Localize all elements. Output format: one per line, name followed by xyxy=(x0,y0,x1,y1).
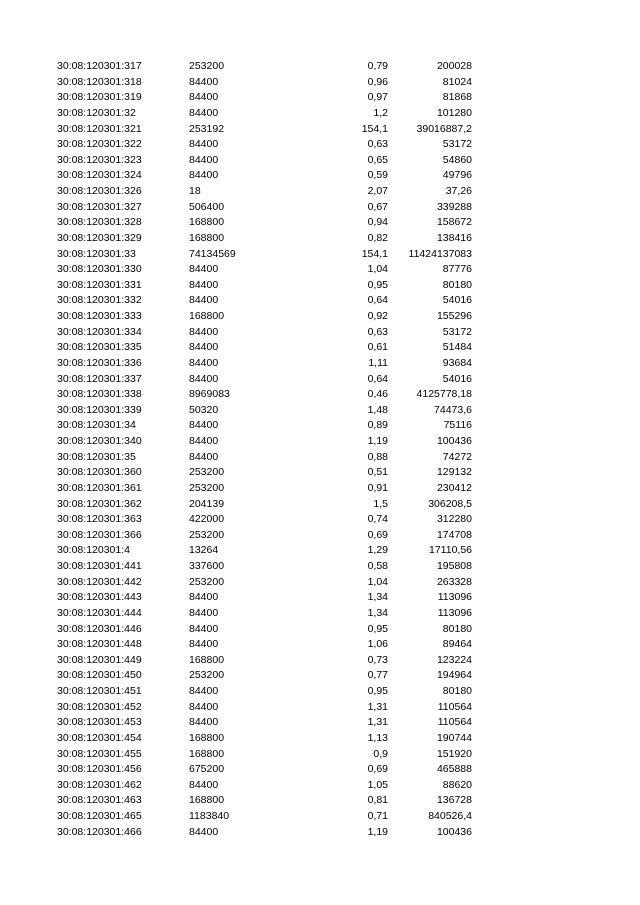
cadastral-number-cell: 30:08:120301:465 xyxy=(57,810,142,822)
area-cell: 84400 xyxy=(189,700,219,713)
area-cell: 84400 xyxy=(189,685,219,697)
rate-cell: 154,1 xyxy=(361,122,388,135)
rate-cell: 0,69 xyxy=(367,528,388,541)
cadastral-number-cell: 30:08:120301:332 xyxy=(57,294,142,307)
rate-cell: 0,94 xyxy=(367,216,388,229)
table-row xyxy=(0,434,640,450)
area-cell: 84400 xyxy=(189,778,219,791)
table-row xyxy=(0,293,640,309)
area-cell: 168800 xyxy=(189,794,225,807)
cadastral-number-cell: 30:08:120301:324 xyxy=(57,169,142,182)
cadastral-number-cell: 30:08:120301:338 xyxy=(57,388,142,401)
cadastral-number-cell: 30:08:120301:35 xyxy=(57,450,136,463)
rate-cell: 1,34 xyxy=(367,591,388,604)
value-cell: 151920 xyxy=(436,747,472,760)
table-row xyxy=(0,137,640,153)
cadastral-number-cell: 30:08:120301:319 xyxy=(57,91,142,104)
area-cell: 84400 xyxy=(189,622,219,635)
value-cell: 80180 xyxy=(442,278,472,291)
area-cell: 50320 xyxy=(189,403,219,416)
cadastral-number-cell: 30:08:120301:334 xyxy=(57,325,142,338)
cadastral-number-cell: 30:08:120301:360 xyxy=(57,466,142,479)
value-cell: 88620 xyxy=(442,778,472,791)
table-row xyxy=(0,825,640,841)
rate-cell: 2,07 xyxy=(367,185,388,197)
rate-cell: 0,64 xyxy=(367,372,388,385)
cadastral-number-cell: 30:08:120301:451 xyxy=(57,685,142,697)
area-cell: 84400 xyxy=(189,325,219,338)
cadastral-number-cell: 30:08:120301:337 xyxy=(57,372,142,385)
rate-cell: 0,97 xyxy=(367,91,388,104)
table-row xyxy=(0,262,640,278)
value-cell: 53172 xyxy=(442,138,472,151)
value-cell: 110564 xyxy=(437,716,472,729)
cadastral-number-cell: 30:08:120301:321 xyxy=(57,122,142,135)
area-cell: 84400 xyxy=(189,169,219,182)
area-cell: 84400 xyxy=(189,294,219,307)
area-cell: 84400 xyxy=(189,263,219,276)
area-cell: 84400 xyxy=(189,825,219,838)
cadastral-number-cell: 30:08:120301:330 xyxy=(57,263,142,276)
rate-cell: 1,19 xyxy=(367,825,388,838)
area-cell: 84400 xyxy=(189,419,219,432)
rate-cell: 0,95 xyxy=(367,622,388,635)
rate-cell: 0,63 xyxy=(367,325,388,338)
table-row xyxy=(0,762,640,778)
table-row xyxy=(0,450,640,466)
cadastral-number-cell: 30:08:120301:446 xyxy=(57,622,142,635)
table-row xyxy=(0,653,640,669)
area-cell: 253200 xyxy=(189,60,225,72)
area-cell: 253200 xyxy=(189,575,225,588)
cadastral-number-cell: 30:08:120301:466 xyxy=(57,825,142,838)
table-row xyxy=(0,356,640,372)
table-row xyxy=(0,215,640,231)
rate-cell: 0,73 xyxy=(367,653,388,666)
area-cell: 253200 xyxy=(189,481,225,494)
table-row xyxy=(0,90,640,106)
area-cell: 168800 xyxy=(189,653,225,666)
value-cell: 138416 xyxy=(436,231,472,244)
rate-cell: 0,81 xyxy=(367,794,388,807)
value-cell: 230412 xyxy=(436,481,472,494)
area-cell: 84400 xyxy=(189,435,219,447)
value-cell: 190744 xyxy=(436,731,472,744)
cadastral-number-cell: 30:08:120301:361 xyxy=(57,481,142,494)
rate-cell: 0,63 xyxy=(367,138,388,151)
cadastral-number-cell: 30:08:120301:363 xyxy=(57,513,142,526)
table-row xyxy=(0,606,640,622)
rate-cell: 1,34 xyxy=(367,606,388,619)
area-cell: 168800 xyxy=(189,747,225,760)
rate-cell: 0,91 xyxy=(367,481,388,494)
value-cell: 129132 xyxy=(436,466,472,479)
area-cell: 168800 xyxy=(189,310,225,322)
area-cell: 84400 xyxy=(189,450,219,463)
rate-cell: 0,69 xyxy=(367,763,388,776)
rate-cell: 1,48 xyxy=(367,403,388,416)
area-cell: 84400 xyxy=(189,278,219,291)
cadastral-number-cell: 30:08:120301:366 xyxy=(57,528,142,541)
table-row xyxy=(0,184,640,200)
value-cell: 155296 xyxy=(436,310,472,322)
cadastral-number-cell: 30:08:120301:441 xyxy=(57,560,142,572)
table-row xyxy=(0,559,640,575)
value-cell: 93684 xyxy=(442,356,472,369)
area-cell: 253200 xyxy=(189,466,225,479)
table-row xyxy=(0,465,640,481)
value-cell: 37,26 xyxy=(445,185,472,197)
rate-cell: 0,59 xyxy=(367,169,388,182)
table-row xyxy=(0,106,640,122)
area-cell: 84400 xyxy=(189,75,219,88)
value-cell: 312280 xyxy=(436,513,472,526)
rate-cell: 1,05 xyxy=(367,778,388,791)
area-cell: 84400 xyxy=(189,91,219,104)
rate-cell: 1,31 xyxy=(367,716,388,729)
area-cell: 253200 xyxy=(189,528,225,541)
cadastral-number-cell: 30:08:120301:4 xyxy=(57,544,130,557)
rate-cell: 154,1 xyxy=(361,247,388,260)
table-row xyxy=(0,168,640,184)
rate-cell: 1,04 xyxy=(367,575,388,588)
value-cell: 74473,6 xyxy=(434,403,472,416)
table-row xyxy=(0,75,640,91)
rate-cell: 0,79 xyxy=(367,60,388,72)
rate-cell: 0,95 xyxy=(367,685,388,697)
rate-cell: 1,04 xyxy=(367,263,388,276)
rate-cell: 0,46 xyxy=(367,388,388,401)
cadastral-number-cell: 30:08:120301:339 xyxy=(57,403,142,416)
cadastral-number-cell: 30:08:120301:323 xyxy=(57,153,142,166)
area-cell: 506400 xyxy=(189,200,225,213)
value-cell: 113096 xyxy=(437,606,472,619)
area-cell: 8969083 xyxy=(189,388,230,401)
value-cell: 87776 xyxy=(442,263,472,276)
table-row xyxy=(0,543,640,559)
area-cell: 253200 xyxy=(189,669,225,682)
area-cell: 84400 xyxy=(189,638,219,651)
area-cell: 1183840 xyxy=(189,810,230,822)
value-cell: 158672 xyxy=(436,216,472,229)
table-row xyxy=(0,715,640,731)
cadastral-number-cell: 30:08:120301:34 xyxy=(57,419,136,432)
cadastral-number-cell: 30:08:120301:327 xyxy=(57,200,142,213)
cadastral-number-cell: 30:08:120301:318 xyxy=(57,75,142,88)
cadastral-number-cell: 30:08:120301:444 xyxy=(57,606,142,619)
area-cell: 84400 xyxy=(189,106,219,119)
area-cell: 253192 xyxy=(189,122,225,135)
spreadsheet-table xyxy=(0,59,640,840)
cadastral-number-cell: 30:08:120301:443 xyxy=(57,591,142,604)
value-cell: 39016887,2 xyxy=(416,122,472,135)
value-cell: 465888 xyxy=(436,763,472,776)
area-cell: 422000 xyxy=(189,513,225,526)
rate-cell: 0,88 xyxy=(367,450,388,463)
value-cell: 200028 xyxy=(436,60,472,72)
rate-cell: 0,64 xyxy=(367,294,388,307)
table-row xyxy=(0,418,640,434)
rate-cell: 0,74 xyxy=(367,513,388,526)
value-cell: 80180 xyxy=(442,685,472,697)
value-cell: 89464 xyxy=(442,638,472,651)
value-cell: 123224 xyxy=(436,653,472,666)
table-row xyxy=(0,481,640,497)
cadastral-number-cell: 30:08:120301:452 xyxy=(57,700,142,713)
rate-cell: 1,13 xyxy=(367,731,388,744)
cadastral-number-cell: 30:08:120301:32 xyxy=(57,106,136,119)
value-cell: 100436 xyxy=(436,825,472,838)
cadastral-number-cell: 30:08:120301:455 xyxy=(57,747,142,760)
cadastral-number-cell: 30:08:120301:331 xyxy=(57,278,142,291)
table-row xyxy=(0,340,640,356)
table-row xyxy=(0,200,640,216)
table-row xyxy=(0,247,640,263)
rate-cell: 1,2 xyxy=(373,106,388,119)
value-cell: 339288 xyxy=(436,200,472,213)
rate-cell: 0,96 xyxy=(367,75,388,88)
area-cell: 168800 xyxy=(189,216,225,229)
area-cell: 204139 xyxy=(189,497,225,510)
area-cell: 168800 xyxy=(189,231,225,244)
value-cell: 74272 xyxy=(442,450,472,463)
area-cell: 13264 xyxy=(189,544,219,557)
rate-cell: 0,77 xyxy=(367,669,388,682)
rate-cell: 1,5 xyxy=(373,497,388,510)
cadastral-number-cell: 30:08:120301:322 xyxy=(57,138,142,151)
cadastral-number-cell: 30:08:120301:333 xyxy=(57,310,142,322)
table-row xyxy=(0,684,640,700)
value-cell: 81024 xyxy=(442,75,472,88)
value-cell: 49796 xyxy=(442,169,472,182)
area-cell: 675200 xyxy=(189,763,225,776)
value-cell: 75116 xyxy=(443,419,472,432)
value-cell: 53172 xyxy=(442,325,472,338)
cadastral-number-cell: 30:08:120301:462 xyxy=(57,778,142,791)
value-cell: 113096 xyxy=(437,591,472,604)
area-cell: 74134569 xyxy=(189,247,236,260)
value-cell: 101280 xyxy=(436,106,472,119)
cadastral-number-cell: 30:08:120301:317 xyxy=(57,60,142,72)
area-cell: 168800 xyxy=(189,731,225,744)
value-cell: 81868 xyxy=(442,91,472,104)
value-cell: 51484 xyxy=(442,341,472,354)
area-cell: 84400 xyxy=(189,372,219,385)
cadastral-number-cell: 30:08:120301:442 xyxy=(57,575,142,588)
area-cell: 337600 xyxy=(189,560,225,572)
rate-cell: 0,65 xyxy=(367,153,388,166)
table-row xyxy=(0,231,640,247)
area-cell: 18 xyxy=(189,185,201,197)
table-row xyxy=(0,122,640,138)
table-row xyxy=(0,622,640,638)
table-row xyxy=(0,512,640,528)
table-row xyxy=(0,637,640,653)
value-cell: 110564 xyxy=(437,700,472,713)
value-cell: 174708 xyxy=(436,528,472,541)
table-row xyxy=(0,372,640,388)
cadastral-number-cell: 30:08:120301:450 xyxy=(57,669,142,682)
area-cell: 84400 xyxy=(189,153,219,166)
rate-cell: 0,71 xyxy=(367,810,388,822)
rate-cell: 0,89 xyxy=(367,419,388,432)
value-cell: 4125778,18 xyxy=(416,388,472,401)
area-cell: 84400 xyxy=(189,591,219,604)
rate-cell: 1,29 xyxy=(367,544,388,557)
rate-cell: 0,9 xyxy=(373,747,388,760)
table-row xyxy=(0,747,640,763)
rate-cell: 0,58 xyxy=(367,560,388,572)
value-cell: 306208,5 xyxy=(428,497,472,510)
rate-cell: 1,19 xyxy=(367,435,388,447)
table-row xyxy=(0,575,640,591)
area-cell: 84400 xyxy=(189,606,219,619)
value-cell: 840526,4 xyxy=(428,810,472,822)
value-cell: 195808 xyxy=(436,560,472,572)
cadastral-number-cell: 30:08:120301:448 xyxy=(57,638,142,651)
cadastral-number-cell: 30:08:120301:335 xyxy=(57,341,142,354)
cadastral-number-cell: 30:08:120301:329 xyxy=(57,231,142,244)
rate-cell: 0,82 xyxy=(367,231,388,244)
rate-cell: 0,67 xyxy=(367,200,388,213)
table-row xyxy=(0,731,640,747)
table-row xyxy=(0,778,640,794)
table-row xyxy=(0,153,640,169)
area-cell: 84400 xyxy=(189,356,219,369)
value-cell: 194964 xyxy=(436,669,472,682)
rate-cell: 1,11 xyxy=(368,356,388,369)
value-cell: 80180 xyxy=(442,622,472,635)
table-row xyxy=(0,793,640,809)
cadastral-number-cell: 30:08:120301:33 xyxy=(57,247,136,260)
table-row xyxy=(0,387,640,403)
cadastral-number-cell: 30:08:120301:328 xyxy=(57,216,142,229)
rate-cell: 0,61 xyxy=(367,341,388,354)
cadastral-number-cell: 30:08:120301:362 xyxy=(57,497,142,510)
table-row xyxy=(0,278,640,294)
value-cell: 136728 xyxy=(436,794,472,807)
cadastral-number-cell: 30:08:120301:336 xyxy=(57,356,142,369)
cadastral-number-cell: 30:08:120301:456 xyxy=(57,763,142,776)
cadastral-number-cell: 30:08:120301:340 xyxy=(57,435,142,447)
table-row xyxy=(0,809,640,825)
value-cell: 263328 xyxy=(436,575,472,588)
rate-cell: 0,95 xyxy=(367,278,388,291)
table-row xyxy=(0,403,640,419)
value-cell: 54860 xyxy=(442,153,472,166)
value-cell: 54016 xyxy=(442,294,472,307)
cadastral-number-cell: 30:08:120301:326 xyxy=(57,185,142,197)
table-row xyxy=(0,668,640,684)
table-row xyxy=(0,309,640,325)
area-cell: 84400 xyxy=(189,341,219,354)
table-row xyxy=(0,590,640,606)
rate-cell: 1,06 xyxy=(367,638,388,651)
cadastral-number-cell: 30:08:120301:454 xyxy=(57,731,142,744)
area-cell: 84400 xyxy=(189,716,219,729)
value-cell: 100436 xyxy=(436,435,472,447)
rate-cell: 0,51 xyxy=(367,466,388,479)
table-row xyxy=(0,325,640,341)
cadastral-number-cell: 30:08:120301:449 xyxy=(57,653,142,666)
area-cell: 84400 xyxy=(189,138,219,151)
table-row xyxy=(0,59,640,75)
rate-cell: 0,92 xyxy=(367,310,388,322)
table-row xyxy=(0,497,640,513)
value-cell: 17110,56 xyxy=(428,544,472,557)
value-cell: 54016 xyxy=(442,372,472,385)
value-cell: 11424137083 xyxy=(408,247,472,260)
rate-cell: 1,31 xyxy=(367,700,388,713)
table-row xyxy=(0,700,640,716)
cadastral-number-cell: 30:08:120301:453 xyxy=(57,716,142,729)
table-row xyxy=(0,528,640,544)
cadastral-number-cell: 30:08:120301:463 xyxy=(57,794,142,807)
